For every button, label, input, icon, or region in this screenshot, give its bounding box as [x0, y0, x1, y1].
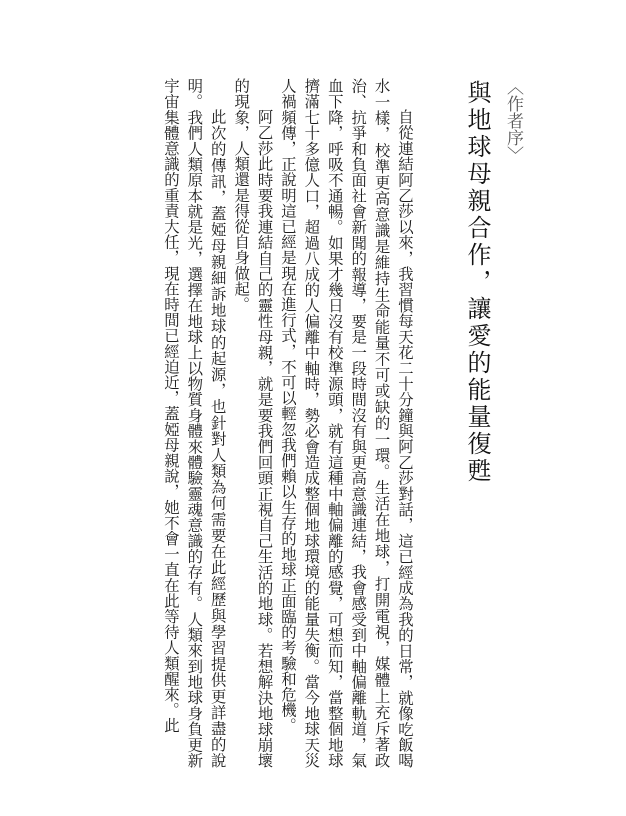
vertical-text-column-flow: [159, 78, 524, 768]
body-paragraph-2: 阿乙莎此時要我連結自己的靈性母親，就是要我們回頭正視自己生活的地球。若想解決地球崩壞的現象，人類還是得從自身做起。: [232, 78, 274, 768]
body-paragraph-1: 自從連結阿乙莎以來，我習慣每天花二十分鐘與阿乙莎對話，這已經成為我的日常，就像吃飯喝水一樣，校準更高意識是維持生命能量不可或缺的一環。生活在地球，打開電視，媒體上充斥著政治、抗爭和負面社會新聞的報導，要是一段時間沒有與更高意識連結，我會感受到中軸偏離軌道，氣血下降，呼吸不通暢。如果才幾日沒有校準源頭，就有這種中軸偏離的感覺，可想而知，當整個地球擠滿七十多億人口，超過八成的人偏離中軸時，勢必會造成整個地球環境的能量失衡。當今地球天災人禍頻傳，正說明這已經是現在進行式，不可以輕忽我們賴以生存的地球正面臨的考驗和危機。: [278, 78, 414, 768]
body-paragraph-3: 此次的傳訊，蓋婭母親細訴地球的起源，也針對人類為何需要在此經歷與學習提供更詳盡的說明。我們人類原本就是光，選擇在地球上以物質身體來體驗靈魂意識的存有。人類來到地球身負更新宇宙集體意識的重責大任，現在時間已經迫近，蓋婭母親說，她不會一直在此等待人類醒來。此: [161, 78, 227, 768]
preface-label: 〈作者序〉: [503, 78, 523, 163]
chapter-title: 與地球母親合作，讓愛的能量復甦: [463, 80, 491, 485]
